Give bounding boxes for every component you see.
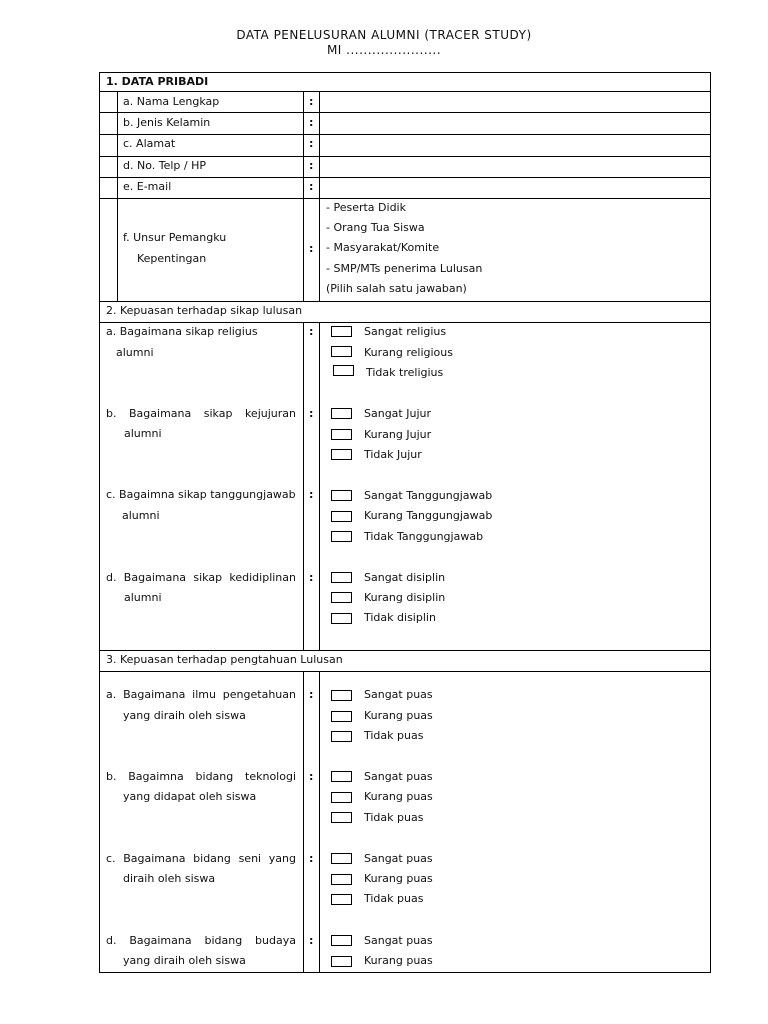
checkbox[interactable] [331, 511, 352, 522]
stakeholder-label-cont: Kepentingan [137, 252, 207, 265]
stakeholder-option: - SMP/MTs penerima Lulusan [326, 262, 483, 275]
checkbox[interactable] [331, 346, 352, 357]
section-3-title: 3. Kepuasan terhadap pengtahuan Lulusan [106, 653, 343, 666]
option-label: Kurang puas [364, 872, 433, 885]
question-text-cont: alumni [122, 509, 160, 522]
option-label: Kurang puas [364, 709, 433, 722]
option-label: Tidak Jujur [364, 448, 422, 461]
field-label-address: c. Alamat [123, 137, 176, 150]
row-divider [100, 112, 710, 113]
question-text: b. Bagaimna bidang teknologi [106, 770, 296, 783]
question-text: a. Bagaimana ilmu pengetahuan [106, 688, 296, 701]
option-label: Tidak puas [364, 729, 424, 742]
colon: : [309, 95, 314, 108]
checkbox[interactable] [331, 731, 352, 742]
question-text-cont: alumni [124, 427, 162, 440]
stakeholder-label: f. Unsur Pemangku [123, 231, 227, 244]
colon: : [309, 180, 314, 193]
checkbox[interactable] [331, 812, 352, 823]
option-label: Sangat disiplin [364, 571, 446, 584]
checkbox[interactable] [331, 592, 352, 603]
colon: : [309, 325, 314, 338]
option-label: Kurang puas [364, 790, 433, 803]
field-label-gender: b. Jenis Kelamin [123, 116, 211, 129]
checkbox[interactable] [331, 490, 352, 501]
column-divider [319, 322, 320, 650]
stakeholder-option: - Masyarakat/Komite [326, 241, 440, 254]
row-divider [100, 134, 710, 135]
row-divider [100, 301, 710, 302]
checkbox[interactable] [331, 613, 352, 624]
option-label: Kurang religious [364, 346, 453, 359]
colon: : [309, 852, 314, 865]
option-label: Tidak treligius [366, 366, 444, 379]
question-text-cont: alumni [116, 346, 154, 359]
colon: : [309, 934, 314, 947]
question-text: a. Bagaimana sikap religius [106, 325, 258, 338]
checkbox[interactable] [331, 771, 352, 782]
option-label: Tidak disiplin [364, 611, 436, 624]
option-label: Sangat puas [364, 770, 433, 783]
checkbox[interactable] [331, 690, 352, 701]
row-divider [100, 177, 710, 178]
row-divider [100, 322, 710, 323]
option-label: Sangat Tanggungjawab [364, 489, 493, 502]
checkbox[interactable] [331, 531, 352, 542]
checkbox[interactable] [333, 365, 354, 376]
question-text-cont: yang diraih oleh siswa [123, 709, 246, 722]
document-subtitle: MI ...................... [326, 43, 442, 57]
option-label: Tidak Tanggungjawab [364, 530, 484, 543]
section-1-title: 1. DATA PRIBADI [106, 75, 209, 88]
section-2-title: 2. Kepuasan terhadap sikap lulusan [106, 304, 303, 317]
option-label: Sangat puas [364, 688, 433, 701]
row-divider [100, 156, 710, 157]
option-label: Tidak puas [364, 892, 424, 905]
option-label: Sangat puas [364, 852, 433, 865]
question-text: d. Bagaimana sikap kedidiplinan [106, 571, 296, 584]
document-title: DATA PENELUSURAN ALUMNI (TRACER STUDY) [236, 28, 532, 42]
checkbox[interactable] [331, 572, 352, 583]
checkbox[interactable] [331, 894, 352, 905]
colon: : [309, 770, 314, 783]
option-label: Kurang Tanggungjawab [364, 509, 493, 522]
column-divider [303, 91, 304, 301]
option-label: Kurang disiplin [364, 591, 446, 604]
question-text: c. Bagaimna sikap tanggungjawab [106, 488, 296, 501]
stakeholder-option: - Peserta Didik [326, 201, 406, 214]
colon: : [309, 159, 314, 172]
option-label: Sangat religius [364, 325, 447, 338]
stakeholder-note: (Pilih salah satu jawaban) [326, 282, 467, 295]
tracer-study-form [99, 72, 711, 973]
row-divider [100, 671, 710, 672]
option-label: Kurang Jujur [364, 428, 432, 441]
colon: : [309, 116, 314, 129]
column-divider [319, 671, 320, 973]
question-text: d. Bagaimana bidang budaya [106, 934, 296, 947]
stakeholder-option: - Orang Tua Siswa [326, 221, 425, 234]
option-label: Sangat puas [364, 934, 433, 947]
row-divider [100, 198, 710, 199]
question-text: c. Bagaimana bidang seni yang [106, 852, 296, 865]
checkbox[interactable] [331, 711, 352, 722]
indent-divider [117, 91, 118, 301]
option-label: Tidak puas [364, 811, 424, 824]
checkbox[interactable] [331, 326, 352, 337]
colon: : [309, 688, 314, 701]
option-label: Kurang puas [364, 954, 433, 967]
column-divider [303, 322, 304, 650]
colon: : [309, 407, 314, 420]
checkbox[interactable] [331, 956, 352, 967]
row-divider [100, 650, 710, 651]
field-label-phone: d. No. Telp / HP [123, 159, 206, 172]
question-text-cont: yang didapat oleh siswa [123, 790, 257, 803]
column-divider [303, 671, 304, 973]
checkbox[interactable] [331, 429, 352, 440]
question-text-cont: yang diraih oleh siswa [123, 954, 246, 967]
checkbox[interactable] [331, 792, 352, 803]
colon: : [309, 137, 314, 150]
checkbox[interactable] [331, 408, 352, 419]
document-header [0, 28, 768, 58]
colon: : [309, 242, 314, 255]
question-text-cont: alumni [124, 591, 162, 604]
checkbox[interactable] [331, 449, 352, 460]
question-text-cont: diraih oleh siswa [123, 872, 216, 885]
column-divider [319, 91, 320, 301]
question-text: b. Bagaimana sikap kejujuran [106, 407, 296, 420]
colon: : [309, 571, 314, 584]
checkbox[interactable] [331, 935, 352, 946]
option-label: Sangat Jujur [364, 407, 431, 420]
field-label-name: a. Nama Lengkap [123, 95, 220, 108]
colon: : [309, 488, 314, 501]
checkbox[interactable] [331, 853, 352, 864]
field-label-email: e. E-mail [123, 180, 172, 193]
checkbox[interactable] [331, 874, 352, 885]
row-divider [100, 91, 710, 92]
